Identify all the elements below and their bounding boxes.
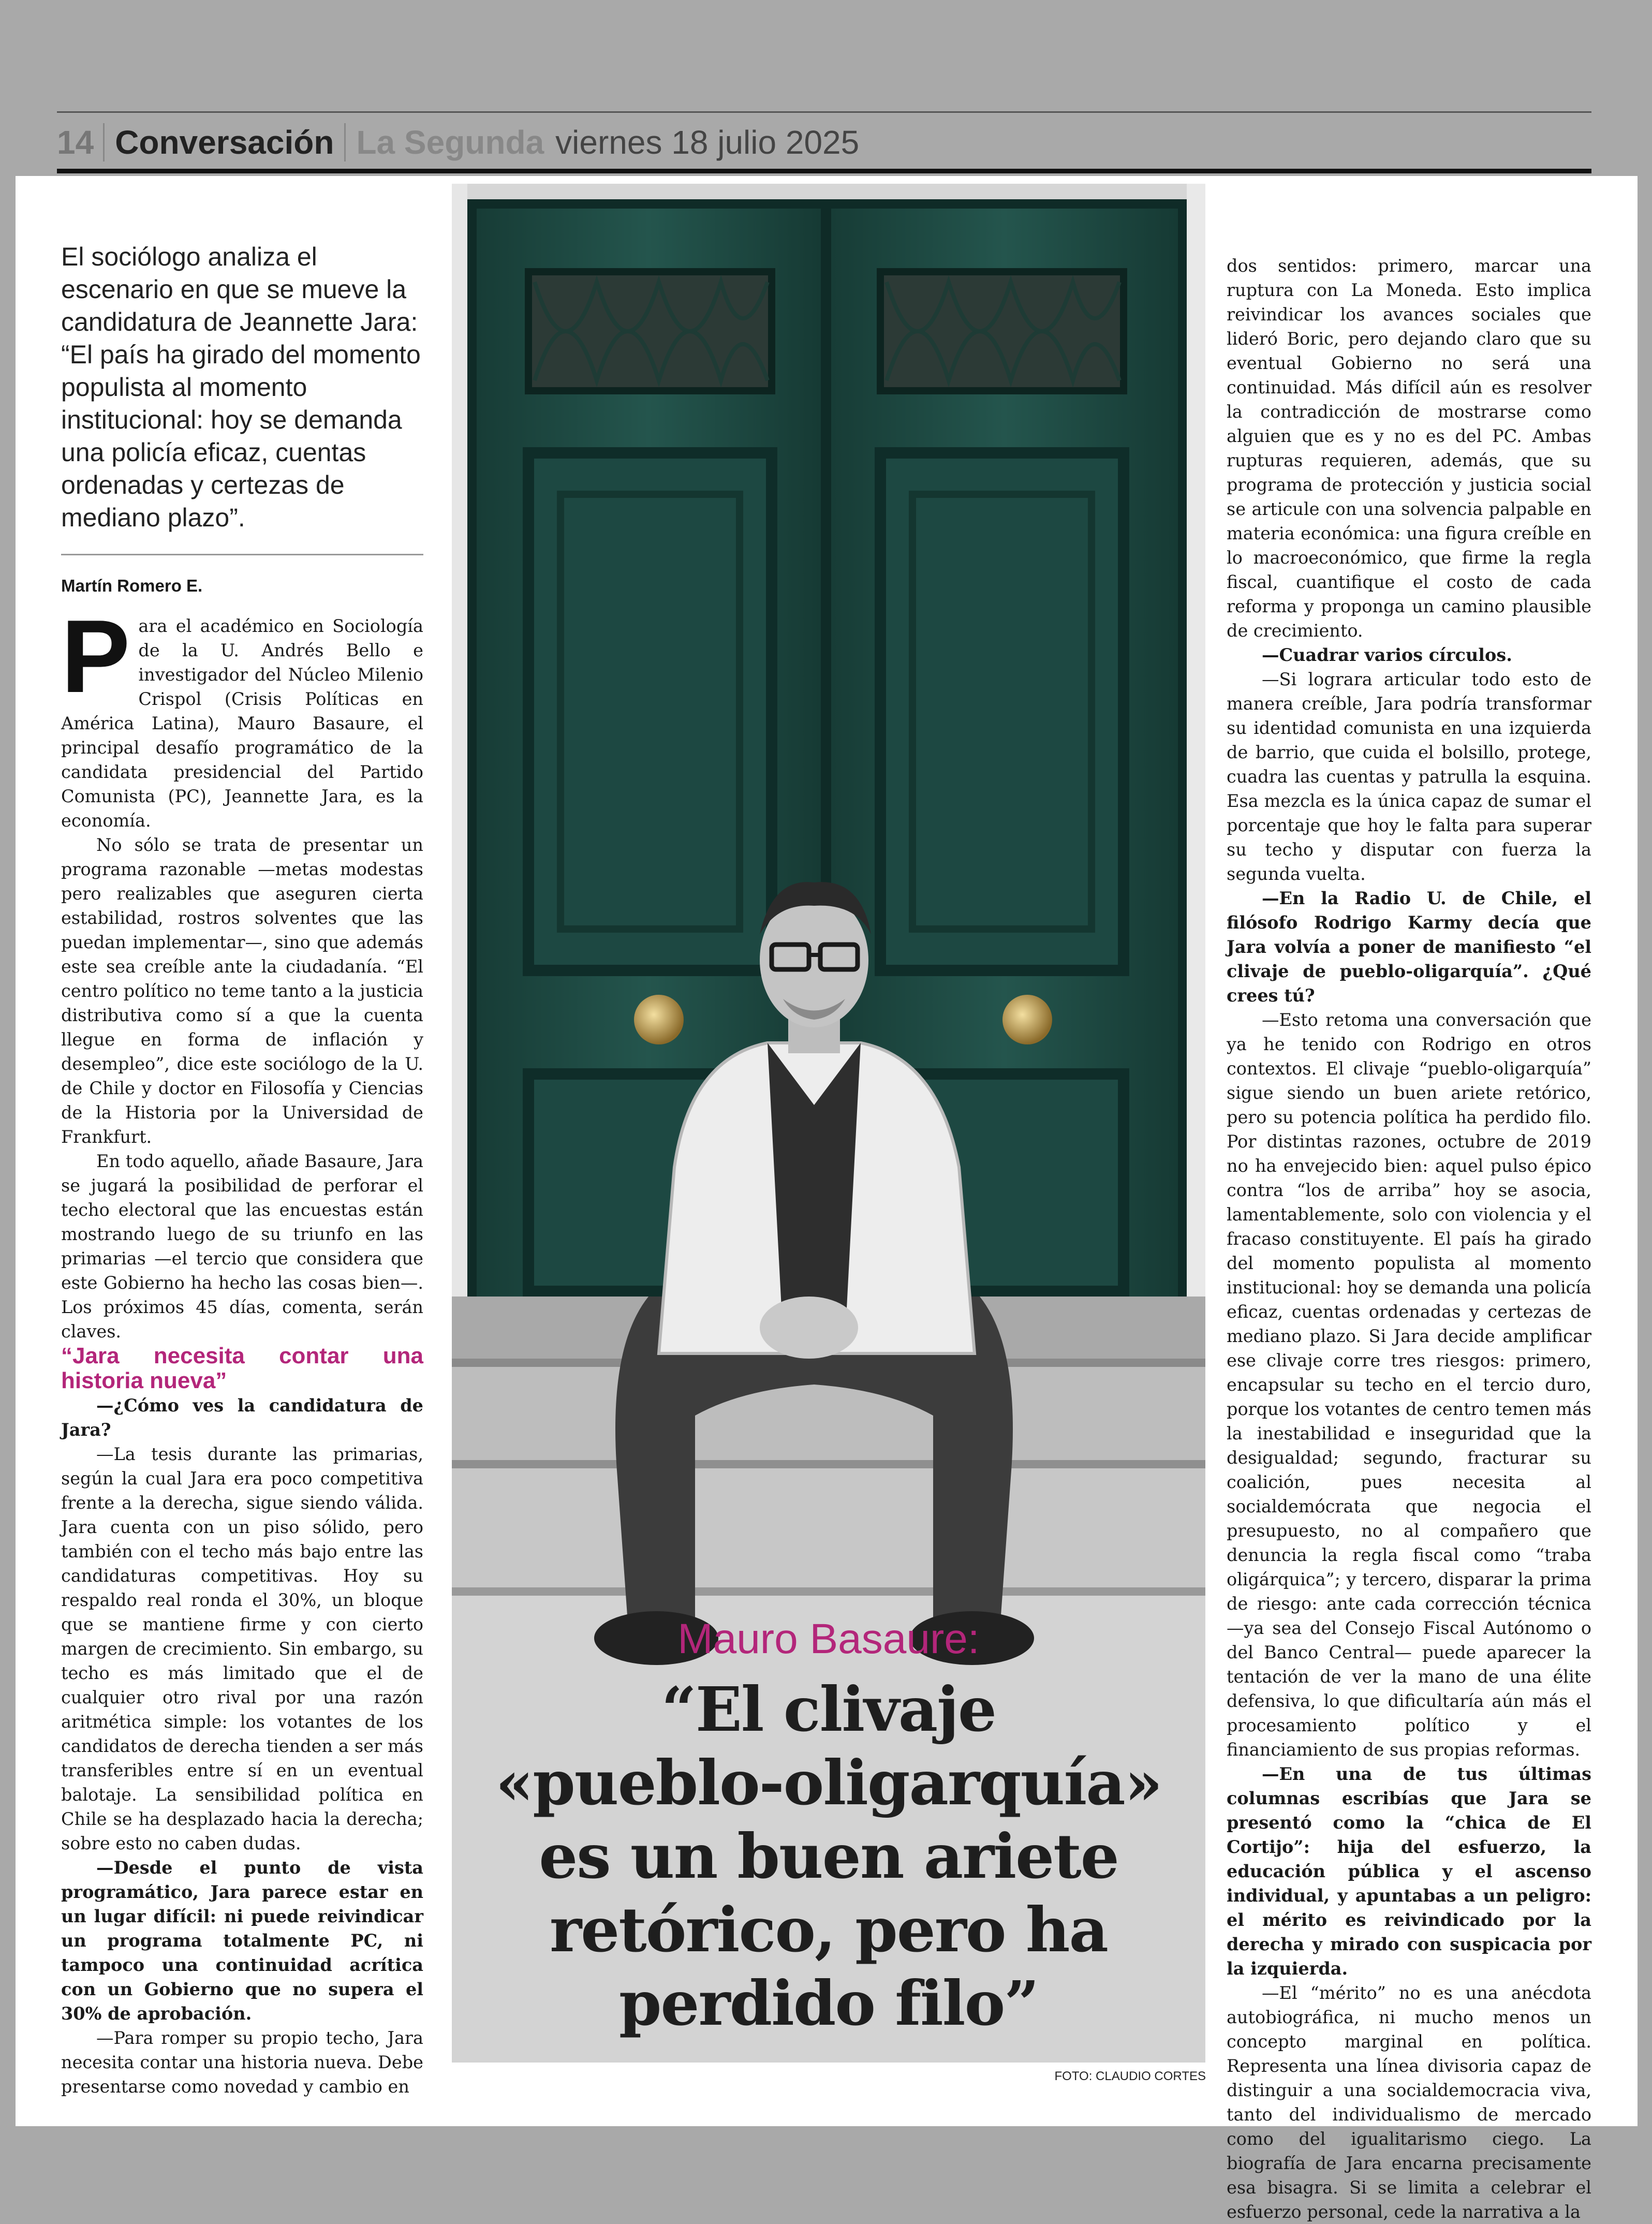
paragraph-text: ara el académico en Sociología de la U. Andrés Bello e investigador del Núcleo Milenio Crispol (Crisis Políticas en América Latina), Mauro Basaure, el principal desafío programático de la candidata presidencial del Partido Comunista (PC), Jeannette Jara, es la economía. (61, 616, 423, 831)
deck-divider (61, 554, 423, 555)
left-column (61, 241, 423, 2099)
page-number: 14 (57, 123, 105, 161)
article-deck: El sociólogo analiza el escenario en que se mueve la candidatura de Jeannette Jara: “El país ha girado del momento populista al momento institucional: hoy se demanda una policía eficaz, cuentas ordenadas y certezas de mediano plazo”. (61, 242, 421, 532)
question: —Desde el punto de vista programático, Jara parece estar en un lugar difícil: ni puede reivindicar un programa totalmente PC, ni tampoco una continuidad acrítica con un Gobierno que no supera el 30% de aprobación. (61, 1858, 423, 2024)
right-article-body (1227, 254, 1591, 2224)
paragraph (61, 599, 423, 833)
headline-line: retórico, pero ha (550, 1894, 1108, 1966)
question: —En una de tus últimas columnas escribías que Jara se presentó como la “chica de El Cortijo”: hija del esfuerzo, la educación pública y el ascenso individual, y apuntabas a un peligro: el mérito es reivindicado por la derecha y mirado con suspicacia por la izquierda. (1227, 1764, 1591, 1979)
headline-line: «pueblo-oligarquía» (495, 1747, 1162, 1819)
paragraph: dos sentidos: primero, marcar una ruptura con La Moneda. Esto implica reivindicar los avances sociales que lideró Boric, pero dejando claro que su eventual Gobierno no será una continuidad. Más difícil aún es resolver la contradicción de mostrarse como alguien que es y no es del PC. Ambas rupturas requieren, además, que su programa de protección y justicia social se articule con una solvencia palpable en materia económica: una figura creíble en lo macroeconómico, que firme la regla fiscal, cuantifique el costo de cada reforma y proponga un camino plausible de crecimiento. (1227, 256, 1591, 641)
answer: —Esto retoma una conversación que ya he tenido con Rodrigo en otros contextos. El clivaje “pueblo-oligarquía” sigue siendo un buen ariete retórico, pero su potencia política ha perdido filo. Por distintas razones, octubre de 2019 no ha envejecido bien: aquel pulso épico contra “los de arriba” hoy se asocia, lamentablemente, solo con violencia y el fracaso constituyente. El país ha girado del momento populista al momento institucional: hoy se demanda una policía eficaz, cuentas ordenadas y certezas de mediano plazo. Si Jara decide amplificar ese clivaje corre tres riesgos: primero, encapsular su techo en el tercio duro, porque los votantes de centro temen más la inestabilidad e inseguridad que la desigualdad; segundo, fracturar su coalición, pues necesita al socialdemócrata que negocia el presupuesto, no al compañero que denuncia la regla fiscal como “traba oligárquica”; y tercero, disparar la prima de riesgo: ante cada corrección técnica —ya sea del Consejo Fiscal Autónomo o del Banco Central— puede aparecer la tentación de ver la mano de una élite defensiva, lo que dificultaría aún más el procesamiento político y el financiamiento de sus propias reformas. (1227, 1010, 1591, 1760)
subheading: “Jara necesita contar una historia nueva” (61, 1343, 423, 1393)
drop-cap: P (61, 599, 130, 714)
header-bottom-rule (57, 169, 1591, 173)
question: —Cuadrar varios círculos. (1262, 645, 1512, 665)
newspaper-name: La Segunda (356, 124, 544, 161)
paragraph: No sólo se trata de presentar un programa razonable —metas modestas pero realizables que aseguren cierta estabilidad, rostros solventes que las puedan implementar—, sino que además este sea creíble ante la ciudadanía. “El centro político no teme tanto a la justicia distributiva como sí a que la cuenta llegue en forma de inflación y desempleo”, dice este sociólogo de la U. de Chile y doctor en Filosofía y Ciencias de la Historia por la Universidad de Frankfurt. (61, 835, 423, 1147)
answer: —Para romper su propio techo, Jara necesita contar una historia nueva. Debe presentarse como novedad y cambio en (61, 2028, 423, 2097)
interviewee-name: Mauro Basaure: (677, 1615, 980, 1662)
left-article-body (61, 599, 423, 2099)
headline-line: es un buen ariete (539, 1820, 1118, 1892)
section-name: Conversación (105, 123, 346, 161)
headline-line: perdido filo” (618, 1967, 1039, 2039)
right-column (1227, 254, 1591, 2224)
answer: —Si lograra articular todo esto de manera creíble, Jara podría transformar su identidad comunista en una izquierda de barrio, que cuida el bolsillo, protege, cuadra las cuentas y patrulla la esquina. Esa mezcla es la única capaz de sumar el porcentaje que hoy le falta para superar su techo y disputar con fuerza la segunda vuelta. (1227, 669, 1591, 884)
answer: —El “mérito” no es una anécdota autobiográfica, ni mucho menos un concepto marginal en política. Representa una línea divisoria capaz de distinguir a una socialdemocracia viva, tanto del individualismo de mercado como del igualitarismo ciego. La biografía de Jara encarna precisamente esa bisagra. Si se limita a celebrar el esfuerzo personal, cede la narrativa a la (1227, 1983, 1591, 2222)
issue-date: viernes 18 julio 2025 (555, 124, 860, 161)
question: —¿Cómo ves la candidatura de Jara? (61, 1395, 423, 1440)
headline-quote (452, 1673, 1205, 2040)
photo-credit: FOTO: CLAUDIO CORTES (1054, 2069, 1206, 2083)
header-top-rule (57, 111, 1591, 113)
feature-title-block (452, 1615, 1205, 2040)
answer: —La tesis durante las primarias, según la cual Jara era poco competitiva frente a la derecha, sigue siendo válida. Jara cuenta con un piso sólido, pero también con el techo más bajo entre las candidaturas competitivas. Hoy su respaldo real ronda el 30%, un bloque que se mantiene firme y con cierto margen de crecimiento. Sin embargo, su techo es más limitado que el de cualquier otro rival por una razón aritmética simple: los votantes de los candidatos de derecha tienden a ser más transferibles entre sí en un eventual balotaje. La sensibilidad política en Chile se ha desplazado hacia la derecha; sobre esto no caben dudas. (61, 1444, 423, 1853)
page-header (57, 106, 1591, 173)
headline-line: “El clivaje (661, 1673, 996, 1745)
question: —En la Radio U. de Chile, el filósofo Rodrigo Karmy decía que Jara volvía a poner de manifiesto “el clivaje de pueblo-oligarquía”. ¿Qué crees tú? (1227, 888, 1591, 1006)
byline: Martín Romero E. (61, 576, 203, 595)
paragraph: En todo aquello, añade Basaure, Jara se jugará la posibilidad de perforar el techo electoral que las encuestas están mostrando luego de su triunfo en las primarias —el tercio que considera que este Gobierno ha hecho las cosas bien—. Los próximos 45 días, comenta, serán claves. (61, 1151, 423, 1342)
